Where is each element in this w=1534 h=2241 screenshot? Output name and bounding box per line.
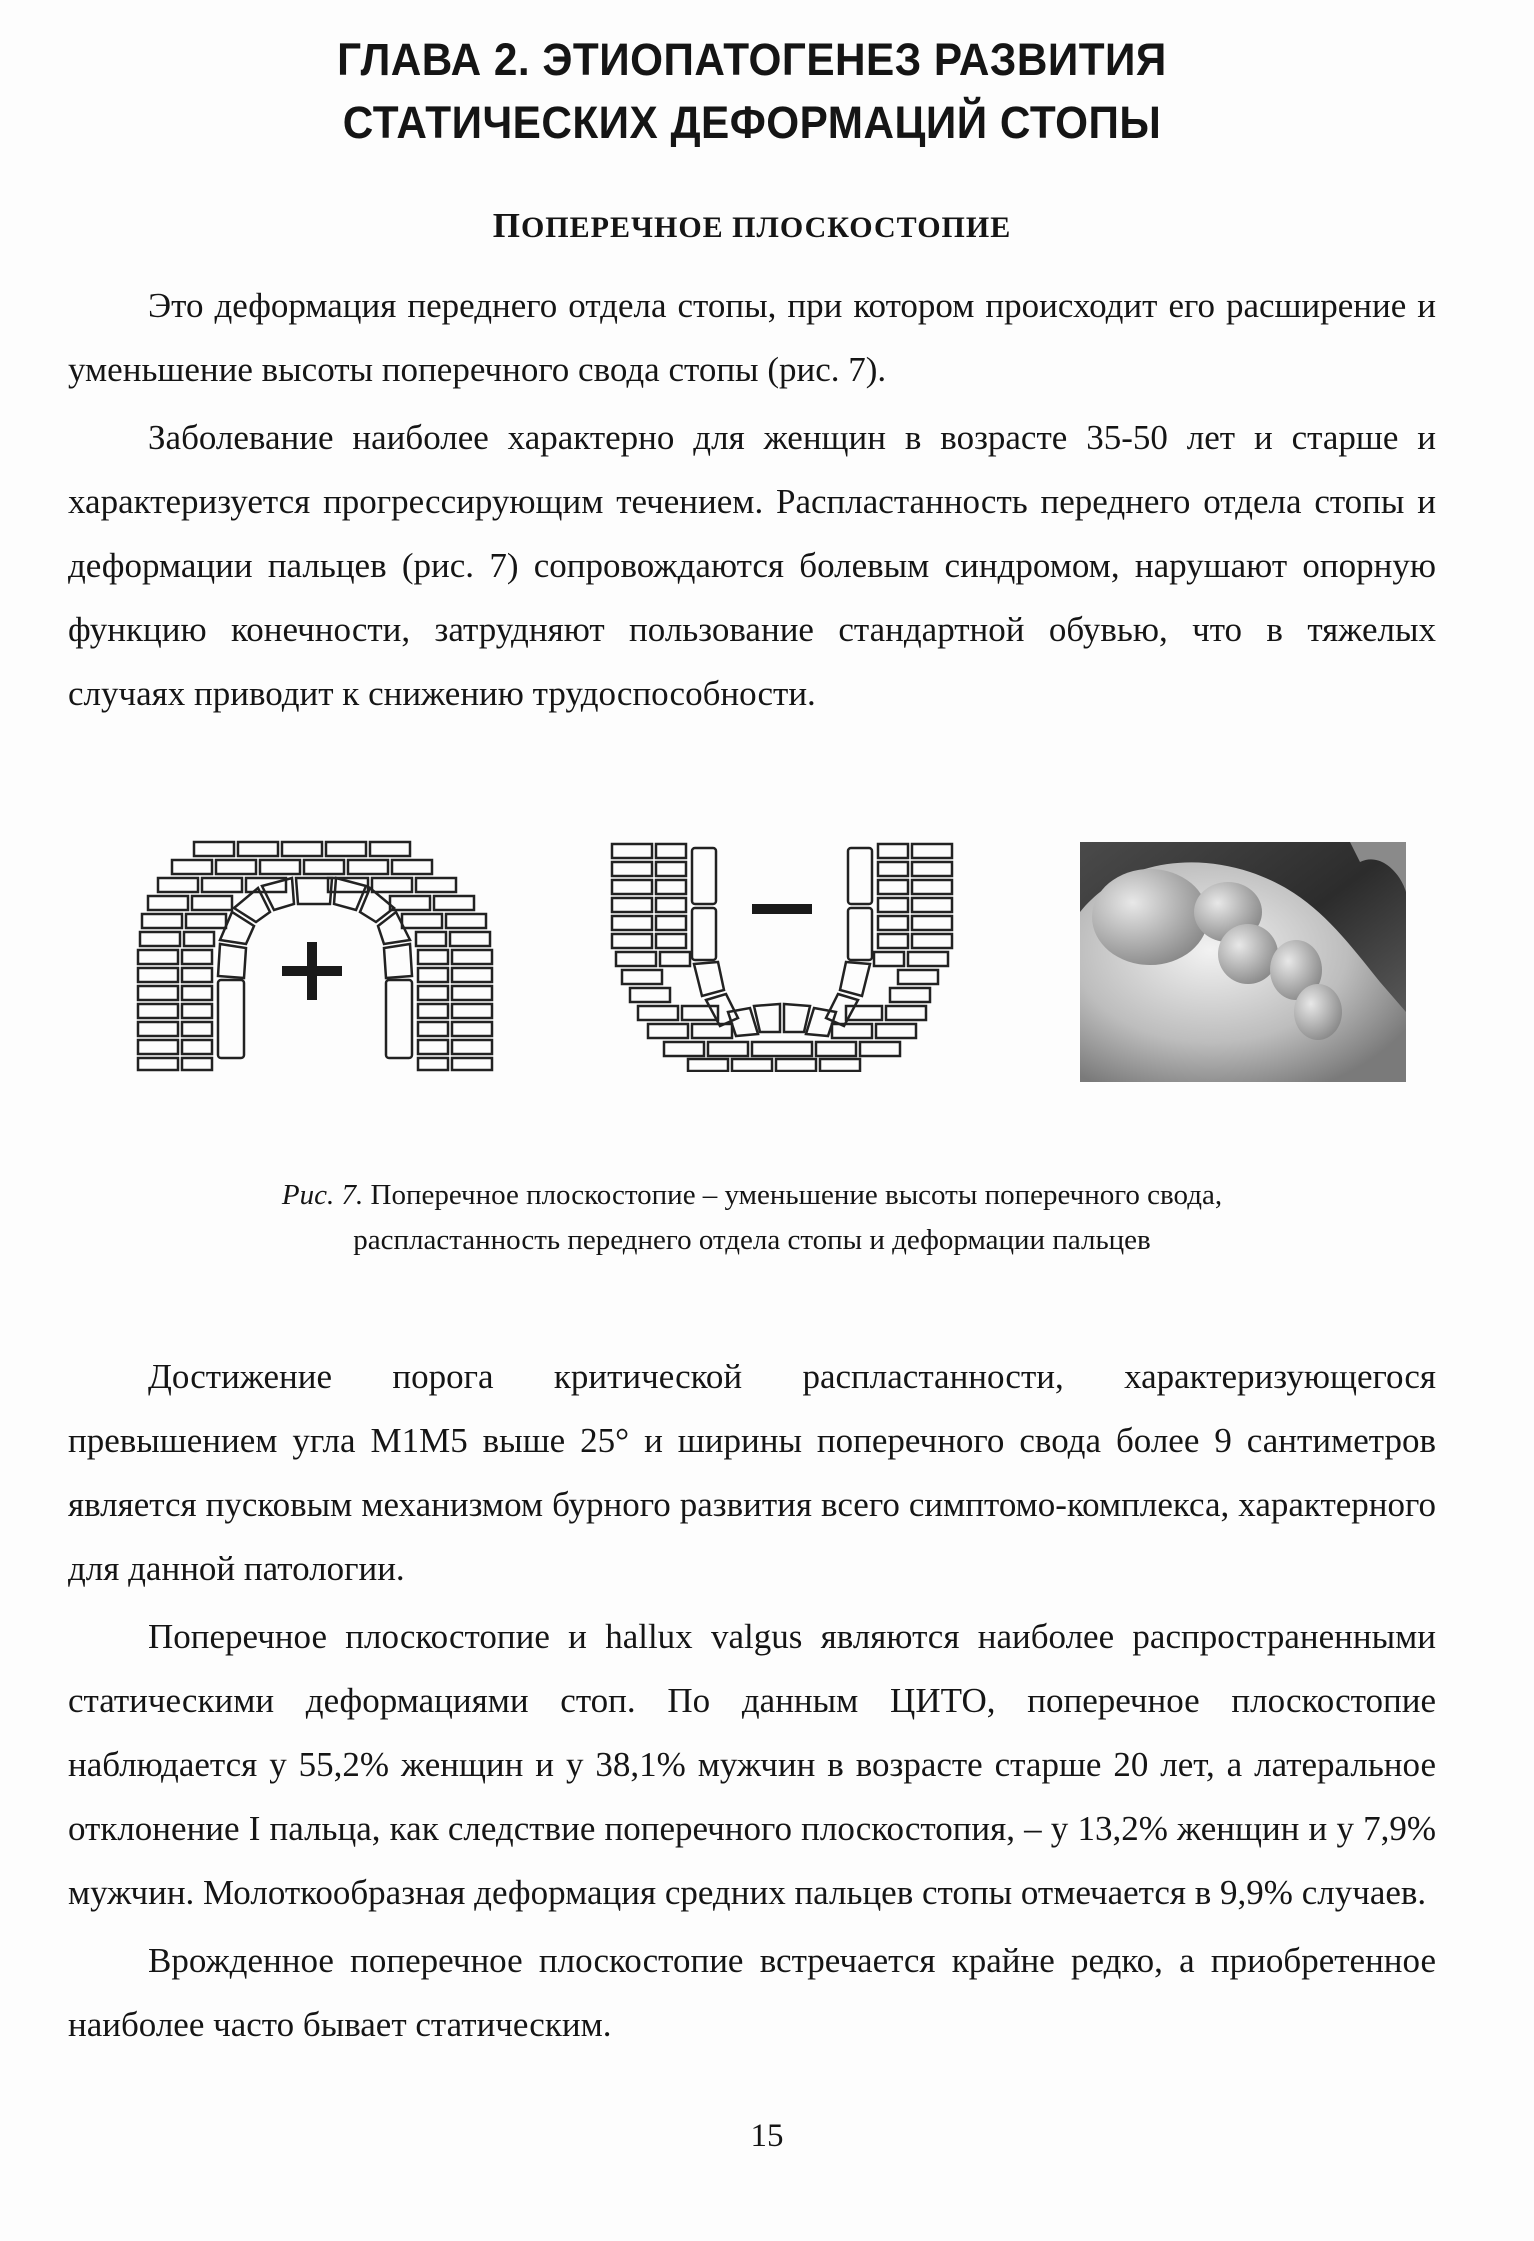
figure-label: Рис. 7. (281, 1179, 364, 1211)
paragraph-critical-threshold: Достижение порога критической распластанности, характеризующегося превышением угла M1M5 выше 25° и ширины поперечного свода более 9 сантиметров является пусковым механизмом бурного развития всего симптомо-комплекса, характерного для данной патологии. (68, 1357, 1436, 1588)
normal-arch-diagram (134, 840, 514, 1072)
paragraph-definition: Это деформация переднего отдела стопы, при котором происходит его расширение и уменьшение высоты поперечного свода стопы (рис. 7). (68, 286, 1436, 389)
section-title-initial: П (492, 206, 521, 245)
body-text-top (68, 274, 1436, 726)
flattened-arch-diagram (608, 840, 1008, 1072)
section-title (68, 206, 1436, 246)
figure-caption (68, 1173, 1436, 1263)
chapter-title-line-2: СТАТИЧЕСКИХ ДЕФОРМАЦИЙ СТОПЫ (342, 97, 1162, 148)
section-title-rest: ОПЕРЕЧНОЕ ПЛОСКОСТОПИЕ (520, 211, 1012, 244)
paragraph-prevalence: Поперечное плоскостопие и hallux valgus являются наиболее распространенными статическими деформациями стоп. По данным ЦИТО, поперечное плоскостопие наблюдается у 55,2% женщин и у 38,1% мужчин в возрасте старше 20 лет, а латеральное отклонение I пальца, как следствие поперечного плоскостопия, – у 13,2% женщин и у 7,9% мужчин. Молоткообразная деформация средних пальцев стопы отмечается в 9,9% случаев. (68, 1617, 1436, 1912)
foot-deformity-photo (1080, 842, 1406, 1082)
figure-7 (68, 804, 1436, 1116)
caption-line-2: распластанность переднего отдела стопы и деформации пальцев (353, 1224, 1151, 1256)
caption-line-1: Поперечное плоскостопие – уменьшение высоты поперечного свода, (363, 1179, 1223, 1211)
paragraph-congenital: Врожденное поперечное плоскостопие встречается крайне редко, а приобретенное наиболее часто бывает статическим. (68, 1941, 1436, 2044)
body-text-bottom (68, 1345, 1436, 2057)
chapter-title-line-1: ГЛАВА 2. ЭТИОПАТОГЕНЕЗ РАЗВИТИЯ (337, 34, 1167, 85)
paragraph-disease-course: Заболевание наиболее характерно для женщин в возрасте 35-50 лет и старше и характеризуется прогрессирующим течением. Распластанность переднего отдела стопы и деформации пальцев (рис. 7) сопровождаются болевым синдромом, нарушают опорную функцию конечности, затрудняют пользование стандартной обувью, что в тяжелых случаях приводит к снижению трудоспособности. (68, 418, 1436, 713)
chapter-title (109, 28, 1395, 154)
page-number: 15 (750, 2118, 784, 2154)
